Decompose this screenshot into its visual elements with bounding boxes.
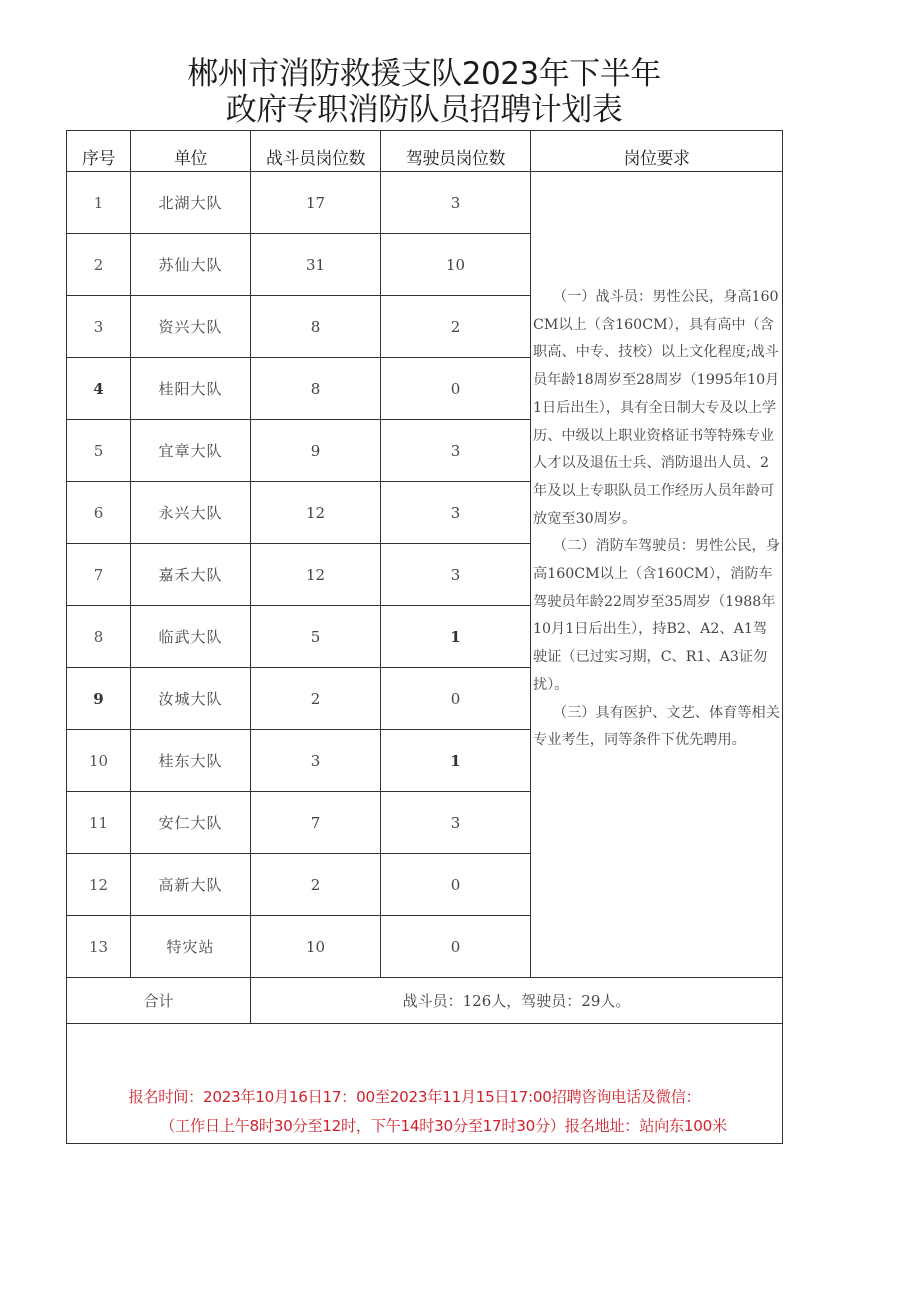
- requirement-driver: （二）消防车驾驶员：男性公民，身高160CM以上（含160CM），消防车驾驶员年龄22周岁至35周岁（1988年10月1日后出生），持B2、A2、A1驾驶证（已过实习期，C、R1、A3证勿扰）。: [533, 538, 780, 693]
- row-driver-posts: 0: [381, 854, 531, 916]
- row-driver-posts: 0: [381, 358, 531, 420]
- row-fighter-posts: 17: [251, 172, 381, 234]
- row-no: 1: [67, 172, 131, 234]
- row-unit: 特灾站: [131, 916, 251, 978]
- row-unit: 桂阳大队: [131, 358, 251, 420]
- row-driver-posts: 3: [381, 172, 531, 234]
- requirement-fighter: （一）战斗员：男性公民，身高160CM以上（含160CM），具有高中（含职高、中专、技校）以上文化程度;战斗员年龄18周岁至28周岁（1995年10月1日后出生），具有全日制大专及以上学历、中级以上职业资格证书等特殊专业人才以及退伍士兵、消防退出人员、2年及以上专职队员工作经历人员年龄可放宽至30周岁。: [533, 289, 780, 527]
- row-driver-posts: 3: [381, 482, 531, 544]
- row-no: 3: [67, 296, 131, 358]
- row-fighter-posts: 31: [251, 234, 381, 296]
- row-fighter-posts: 3: [251, 730, 381, 792]
- row-driver-posts: 3: [381, 420, 531, 482]
- row-fighter-posts: 2: [251, 668, 381, 730]
- row-fighter-posts: 9: [251, 420, 381, 482]
- row-driver-posts: 3: [381, 792, 531, 854]
- row-driver-posts: 1: [381, 606, 531, 668]
- row-no: 11: [67, 792, 131, 854]
- row-unit: 嘉禾大队: [131, 544, 251, 606]
- row-no: 10: [67, 730, 131, 792]
- row-fighter-posts: 2: [251, 854, 381, 916]
- registration-time-notice: 报名时间：2023年10月16日17：00至2023年11月15日17:00招聘咨询电话及微信：: [128, 1088, 701, 1106]
- page-title-line-1: 郴州市消防救援支队2023年下半年: [187, 56, 661, 92]
- row-fighter-posts: 12: [251, 544, 381, 606]
- row-unit: 苏仙大队: [131, 234, 251, 296]
- row-unit: 临武大队: [131, 606, 251, 668]
- row-driver-posts: 0: [381, 668, 531, 730]
- total-label: 合计: [67, 978, 251, 1024]
- header-fighter-posts: 战斗员岗位数: [251, 131, 381, 172]
- header-no: 序号: [67, 131, 131, 172]
- row-fighter-posts: 7: [251, 792, 381, 854]
- row-unit: 北湖大队: [131, 172, 251, 234]
- total-value: 战斗员：126人，驾驶员：29人。: [251, 978, 783, 1024]
- row-unit: 宜章大队: [131, 420, 251, 482]
- row-fighter-posts: 5: [251, 606, 381, 668]
- header-requirements: 岗位要求: [531, 131, 783, 172]
- row-fighter-posts: 12: [251, 482, 381, 544]
- row-no: 2: [67, 234, 131, 296]
- row-unit: 高新大队: [131, 854, 251, 916]
- row-driver-posts: 10: [381, 234, 531, 296]
- recruitment-plan-table: [66, 130, 783, 1144]
- row-no: 8: [67, 606, 131, 668]
- row-no: 4: [67, 358, 131, 420]
- row-no: 13: [67, 916, 131, 978]
- row-driver-posts: 2: [381, 296, 531, 358]
- header-driver-posts: 驾驶员岗位数: [381, 131, 531, 172]
- table-header-row: [67, 131, 783, 172]
- row-unit: 资兴大队: [131, 296, 251, 358]
- notice-cell: [67, 1024, 783, 1144]
- row-no: 9: [67, 668, 131, 730]
- row-driver-posts: 0: [381, 916, 531, 978]
- row-no: 7: [67, 544, 131, 606]
- row-fighter-posts: 10: [251, 916, 381, 978]
- row-no: 5: [67, 420, 131, 482]
- total-row: [67, 978, 783, 1024]
- requirements-cell: [531, 172, 783, 978]
- requirement-priority: （三）具有医护、文艺、体育等相关专业考生，同等条件下优先聘用。: [533, 704, 780, 749]
- row-no: 6: [67, 482, 131, 544]
- page-title-line-2: 政府专职消防队员招聘计划表: [225, 92, 623, 128]
- row-fighter-posts: 8: [251, 358, 381, 420]
- notice-row: [67, 1024, 783, 1144]
- row-unit: 汝城大队: [131, 668, 251, 730]
- row-unit: 安仁大队: [131, 792, 251, 854]
- header-unit: 单位: [131, 131, 251, 172]
- registration-address-notice: （工作日上午8时30分至12时，下午14时30分至17时30分）报名地址：站向东100米: [160, 1117, 727, 1135]
- row-no: 12: [67, 854, 131, 916]
- row-unit: 永兴大队: [131, 482, 251, 544]
- table-row: [67, 172, 783, 234]
- row-unit: 桂东大队: [131, 730, 251, 792]
- row-driver-posts: 1: [381, 730, 531, 792]
- row-driver-posts: 3: [381, 544, 531, 606]
- row-fighter-posts: 8: [251, 296, 381, 358]
